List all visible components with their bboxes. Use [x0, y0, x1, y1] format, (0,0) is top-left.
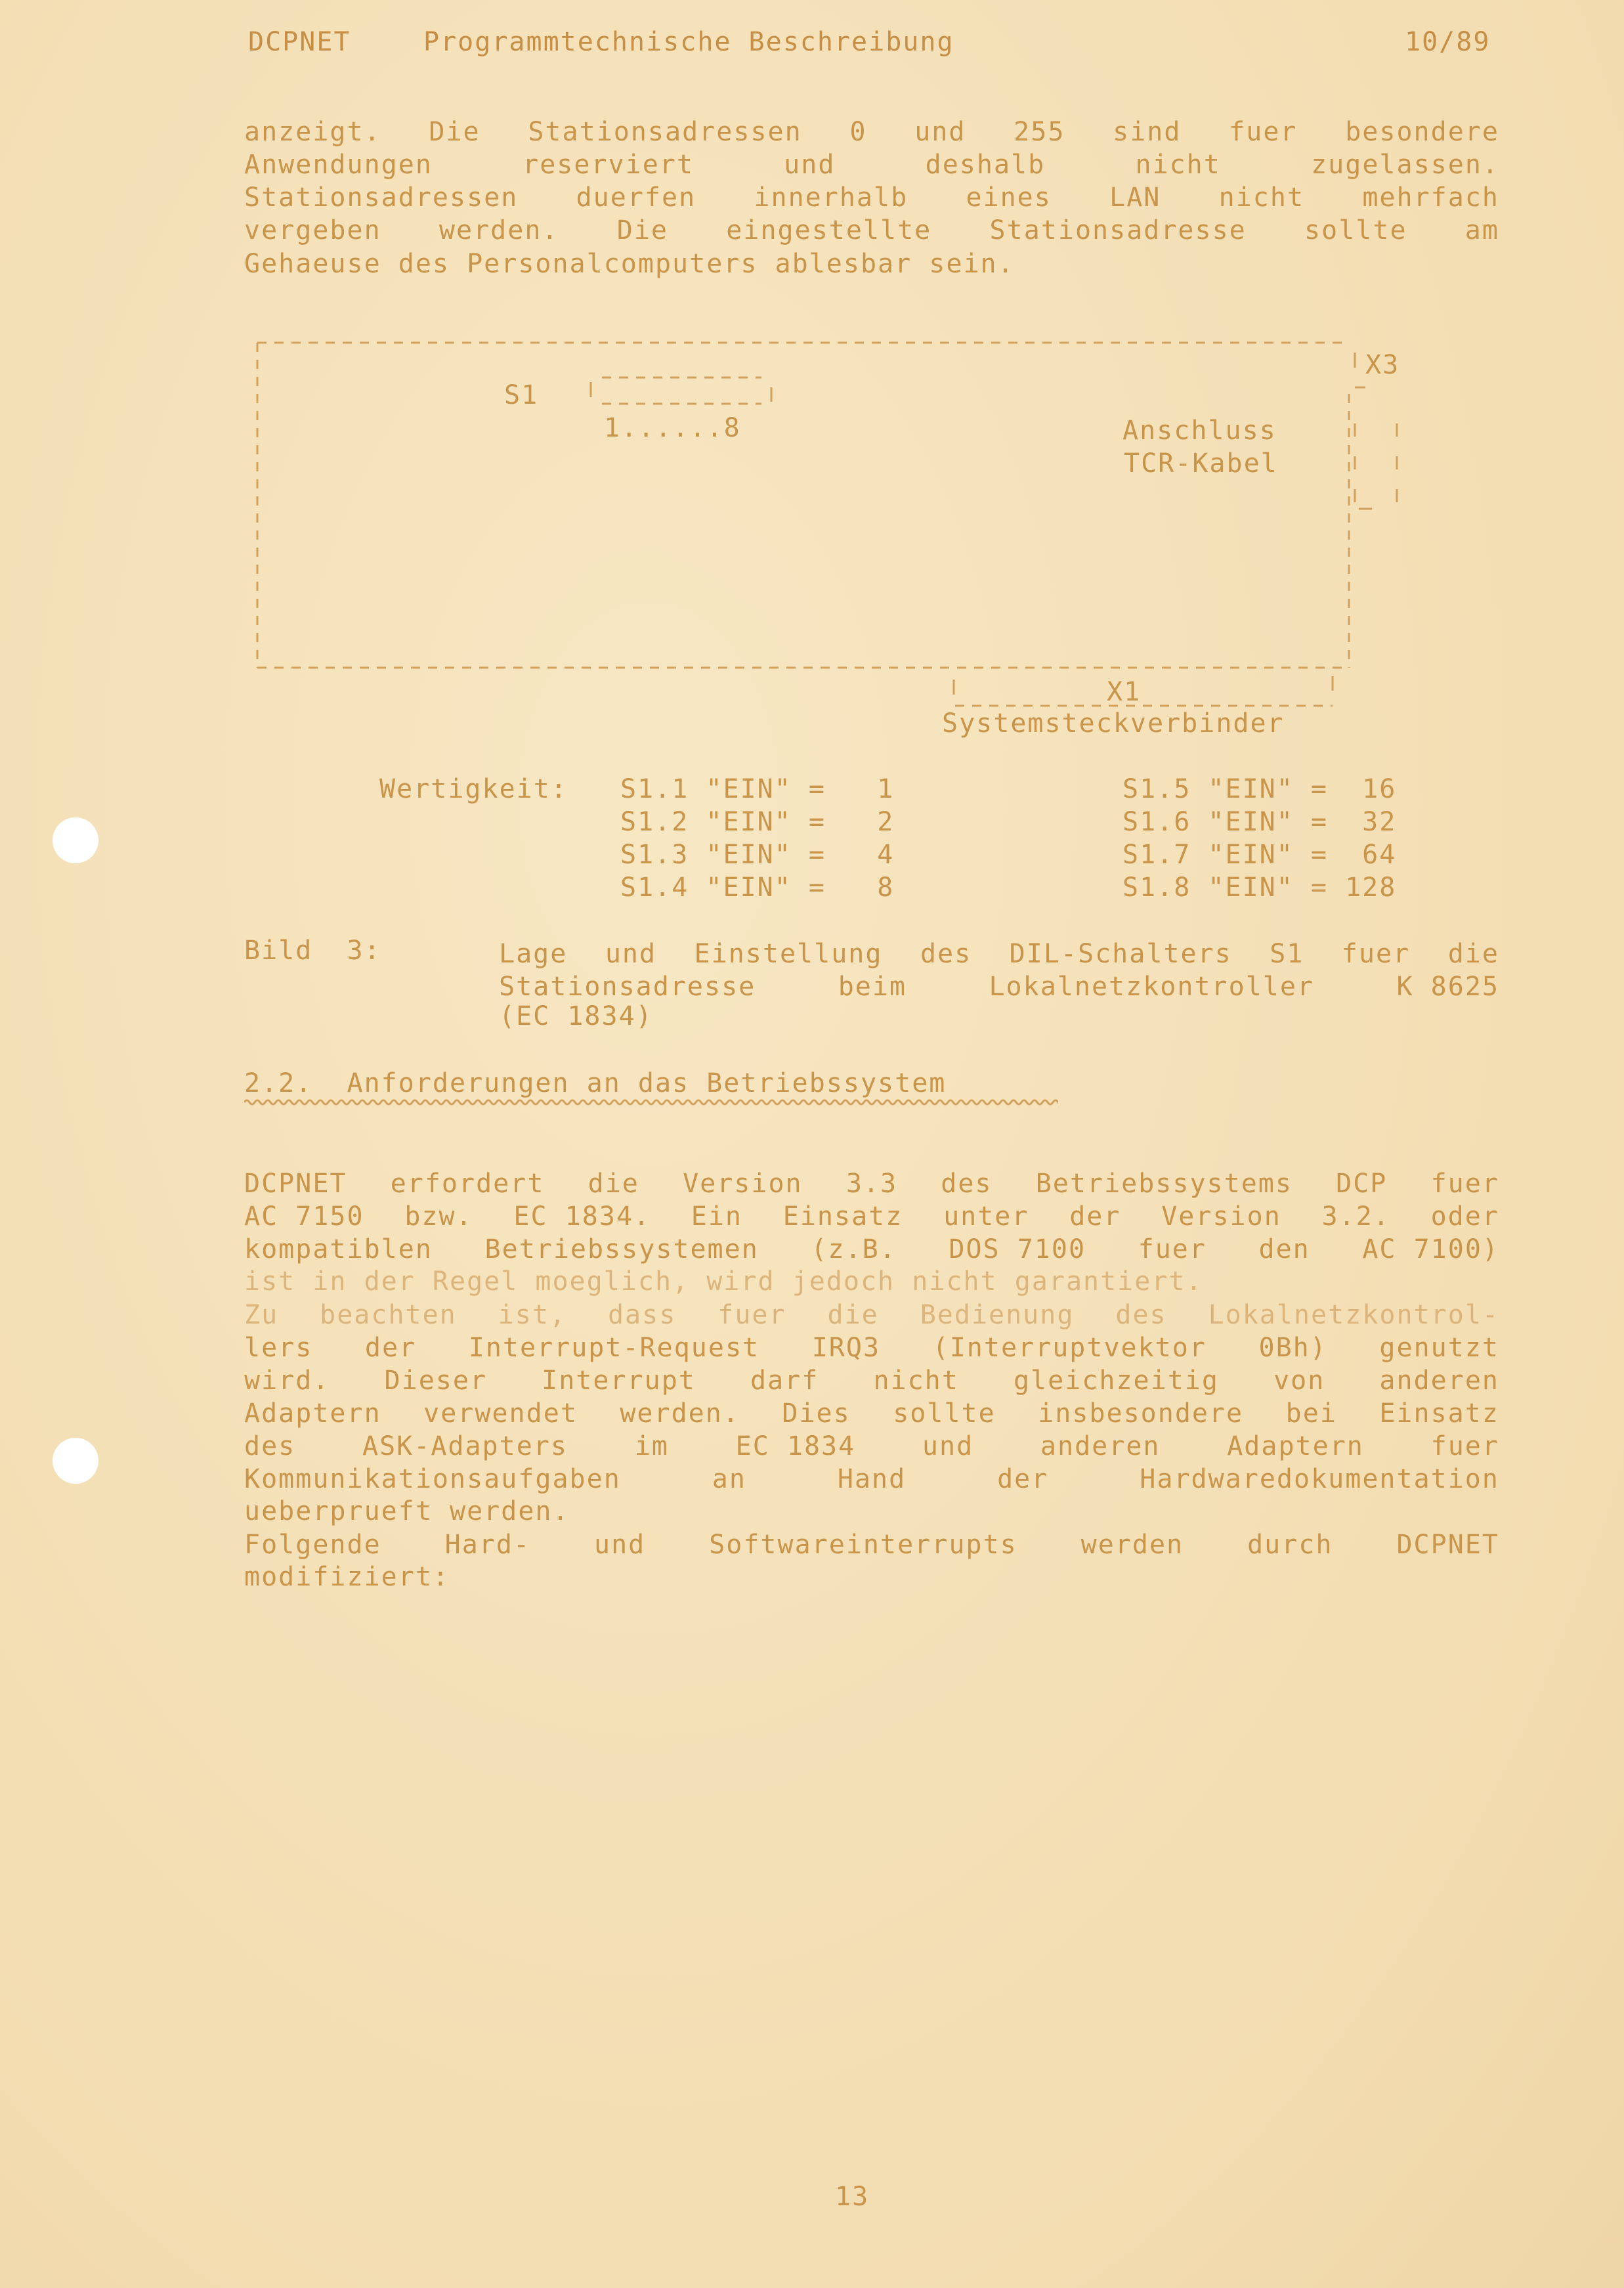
word: anzeigt.	[244, 117, 381, 147]
word: 0Bh)	[1258, 1333, 1327, 1363]
word: vergeben	[244, 215, 381, 246]
x1-label: X1	[1107, 677, 1142, 707]
word: Einsatz	[1379, 1398, 1499, 1429]
word: sind	[1113, 117, 1182, 147]
word: Adaptern	[244, 1398, 381, 1429]
word: Hard-	[444, 1530, 531, 1560]
word: deshalb	[925, 150, 1046, 180]
word: und	[605, 939, 657, 969]
punch-hole-top	[53, 817, 98, 863]
word: eingestellte	[726, 215, 932, 246]
weight-s1-3: S1.3 "EIN" = 4	[620, 840, 895, 870]
word: Die	[429, 117, 481, 147]
word: von	[1273, 1366, 1325, 1396]
word: DIL-Schalters	[1009, 939, 1232, 969]
word: die	[588, 1169, 639, 1199]
word: und	[593, 1530, 646, 1560]
word: der	[1069, 1201, 1121, 1232]
word: insbesondere	[1038, 1398, 1244, 1429]
word: des	[1115, 1300, 1167, 1330]
body-line-1	[244, 1167, 1499, 1200]
body-line-2	[244, 1200, 1499, 1233]
word: beim	[838, 972, 907, 1002]
word: dass	[607, 1300, 677, 1330]
word: 0	[849, 117, 867, 147]
word: Stationsadressen	[244, 183, 519, 213]
word: LAN	[1109, 183, 1161, 213]
word: Bedienung	[920, 1300, 1075, 1330]
word: fuer	[1229, 117, 1298, 147]
word: Zu	[244, 1300, 279, 1330]
body-line-9	[244, 1430, 1499, 1463]
word: nicht	[873, 1366, 959, 1396]
weight-s1-7: S1.7 "EIN" = 64	[1122, 840, 1397, 870]
weight-s1-2: S1.2 "EIN" = 2	[620, 807, 895, 837]
word: Stationsadresse	[989, 215, 1247, 246]
word: sollte	[893, 1398, 996, 1429]
word: und	[914, 117, 966, 147]
word: K 8625	[1396, 972, 1499, 1002]
word: AC 7150	[244, 1201, 364, 1232]
word: Kommunikationsaufgaben	[244, 1464, 621, 1494]
weight-s1-1: S1.1 "EIN" = 1	[620, 774, 895, 804]
word: innerhalb	[754, 183, 908, 213]
caption-line-1	[499, 938, 1499, 970]
body-line-8	[244, 1397, 1499, 1430]
word: Interrupt-Request	[468, 1333, 760, 1363]
word: und	[922, 1431, 974, 1461]
system-connector-label: Systemsteckverbinder	[942, 708, 1285, 739]
word: Stationsadresse	[499, 972, 756, 1002]
word: des	[941, 1169, 993, 1199]
word: Betriebssystems	[1035, 1169, 1293, 1199]
connector-label-1: Anschluss	[1122, 416, 1277, 446]
body-line-3	[244, 1233, 1499, 1266]
word: ASK-Adapters	[362, 1431, 568, 1461]
word: Die	[616, 215, 669, 246]
word: 3.2.	[1321, 1201, 1390, 1232]
heading-underline	[244, 1098, 1058, 1107]
word: EC 1834.	[513, 1201, 651, 1232]
word: werden.	[438, 215, 559, 246]
word: Einsatz	[782, 1201, 903, 1232]
word: EC 1834	[735, 1431, 856, 1461]
word: nicht	[1218, 183, 1305, 213]
word: duerfen	[576, 183, 696, 213]
word: Interrupt	[542, 1366, 696, 1396]
word: Hardwaredokumentation	[1140, 1464, 1499, 1494]
word: kompatiblen	[244, 1234, 433, 1264]
word: fuer	[1430, 1169, 1499, 1199]
word: (z.B.	[811, 1234, 897, 1264]
body-line-13: modifiziert:	[244, 1562, 450, 1592]
word: verwendet	[423, 1398, 578, 1429]
word: Ein	[691, 1201, 743, 1232]
word: S1	[1270, 939, 1304, 969]
word: eines	[966, 183, 1052, 213]
word: AC 7100)	[1362, 1234, 1499, 1264]
body-line-11: ueberprueft werden.	[244, 1496, 570, 1526]
word: sollte	[1304, 215, 1407, 246]
word: an	[712, 1464, 746, 1494]
weight-s1-6: S1.6 "EIN" = 32	[1122, 807, 1397, 837]
word: reserviert	[523, 150, 694, 180]
word: DOS 7100	[949, 1234, 1086, 1264]
caption-line-2	[499, 970, 1499, 1003]
word: 255	[1014, 117, 1065, 147]
word: lers	[244, 1333, 313, 1363]
word: oder	[1430, 1201, 1499, 1232]
word: bzw.	[404, 1201, 473, 1232]
word: fuer	[1430, 1431, 1499, 1461]
word: und	[784, 150, 836, 180]
body-line-12	[244, 1528, 1499, 1561]
word: Version	[683, 1169, 803, 1199]
word: wird.	[244, 1366, 330, 1396]
word: Betriebssystemen	[484, 1234, 759, 1264]
body-line-7	[244, 1364, 1499, 1397]
word: Anwendungen	[244, 150, 433, 180]
word: durch	[1247, 1530, 1333, 1560]
x3-label: X3	[1365, 350, 1400, 380]
word: genutzt	[1379, 1333, 1499, 1363]
page-number: 13	[835, 2182, 870, 2212]
s1-label: S1	[504, 380, 539, 410]
word: Lokalnetzkontroller	[989, 972, 1315, 1002]
word: nicht	[1135, 150, 1221, 180]
switch-range: 1......8	[604, 413, 741, 443]
word: DCPNET	[244, 1169, 347, 1199]
intro-line-5: Gehaeuse des Personalcomputers ablesbar sein.	[244, 249, 1015, 279]
weights-label: Wertigkeit:	[379, 774, 568, 804]
word: Softwareinterrupts	[709, 1530, 1017, 1560]
word: im	[634, 1431, 669, 1461]
body-line-4: ist in der Regel moeglich, wird jedoch nicht garantiert.	[244, 1266, 1203, 1297]
word: Hand	[837, 1464, 907, 1494]
word: 3.3	[845, 1169, 898, 1199]
word: DCP	[1336, 1169, 1388, 1199]
word: DCPNET	[1396, 1530, 1499, 1560]
caption-line-3: (EC 1834)	[499, 1001, 653, 1031]
word: erfordert	[390, 1169, 545, 1199]
word: des	[920, 939, 972, 969]
word: anderen	[1040, 1431, 1161, 1461]
word: den	[1258, 1234, 1310, 1264]
word: ist,	[498, 1300, 567, 1330]
weight-s1-5: S1.5 "EIN" = 16	[1122, 774, 1397, 804]
word: anderen	[1379, 1366, 1499, 1396]
body-line-5	[244, 1299, 1499, 1331]
word: zugelassen.	[1311, 150, 1499, 180]
word: Einstellung	[694, 939, 883, 969]
word: Adaptern	[1227, 1431, 1364, 1461]
word: besondere	[1345, 117, 1499, 147]
word: werden.	[620, 1398, 740, 1429]
figure-label: Bild 3:	[244, 936, 381, 966]
word: der	[364, 1333, 417, 1363]
word: beachten	[320, 1300, 457, 1330]
word: fuer	[717, 1300, 786, 1330]
word: gleichzeitig	[1013, 1366, 1219, 1396]
word: am	[1464, 215, 1499, 246]
header-date: 10/89	[1405, 27, 1491, 57]
word: Version	[1161, 1201, 1281, 1232]
punch-hole-bottom	[53, 1438, 98, 1484]
word: IRQ3	[811, 1333, 881, 1363]
word: der	[997, 1464, 1049, 1494]
word: (Interruptvektor	[932, 1333, 1207, 1363]
word: bei	[1285, 1398, 1337, 1429]
word: Stationsadressen	[528, 117, 802, 147]
header-title-mid: Programmtechnische Beschreibung	[423, 27, 954, 57]
weight-s1-4: S1.4 "EIN" = 8	[620, 873, 895, 903]
word: fuer	[1341, 939, 1411, 969]
word: Lage	[499, 939, 568, 969]
weight-s1-8: S1.8 "EIN" = 128	[1122, 873, 1397, 903]
connector-label-2: TCR-Kabel	[1124, 448, 1278, 479]
word: die	[1447, 939, 1499, 969]
word: Folgende	[244, 1530, 381, 1560]
word: des	[244, 1431, 296, 1461]
section-heading: 2.2. Anforderungen an das Betriebssystem	[244, 1068, 947, 1098]
word: mehrfach	[1362, 183, 1499, 213]
body-line-10	[244, 1463, 1499, 1496]
word: Lokalnetzkontrol-	[1208, 1300, 1499, 1330]
word: Dies	[782, 1398, 851, 1429]
word: werden	[1080, 1530, 1184, 1560]
body-line-6	[244, 1331, 1499, 1364]
word: die	[827, 1300, 879, 1330]
word: unter	[943, 1201, 1029, 1232]
board-diagram	[0, 0, 1624, 788]
word: fuer	[1138, 1234, 1207, 1264]
word: Dieser	[384, 1366, 488, 1396]
word: darf	[750, 1366, 819, 1396]
header-title-left: DCPNET	[248, 27, 351, 57]
